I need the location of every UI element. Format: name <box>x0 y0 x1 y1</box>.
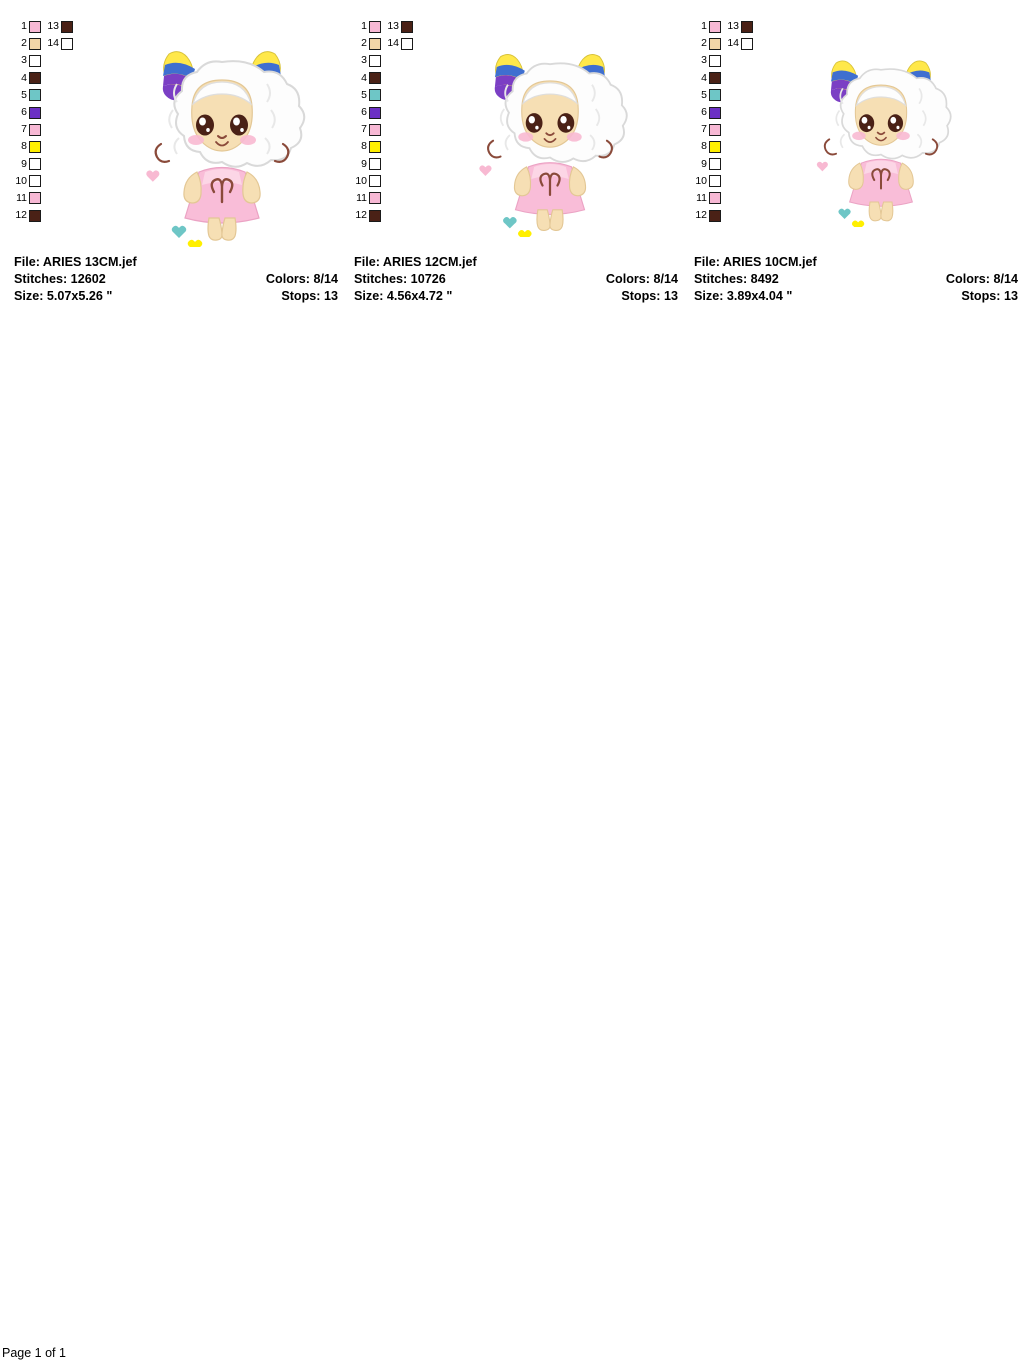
legend-swatch <box>369 107 381 119</box>
arm-left <box>514 167 530 196</box>
legend-number: 10 <box>15 174 27 187</box>
legend-swatch <box>401 21 413 33</box>
legend-row <box>12 156 90 173</box>
legend-swatch <box>29 192 41 204</box>
leg-left <box>869 202 881 221</box>
legend-swatch <box>29 124 41 136</box>
legend-swatch <box>369 72 381 84</box>
legend-number: 9 <box>21 157 27 170</box>
legend-second-column <box>384 35 413 52</box>
file-label: File: ARIES 12CM.jef <box>354 255 477 269</box>
colors-label: Colors: 8/14 <box>605 272 678 286</box>
curl-left <box>825 139 836 154</box>
legend-swatch <box>29 38 41 50</box>
legend-swatch <box>369 124 381 136</box>
legend-swatch <box>401 38 413 50</box>
legend-swatch <box>709 55 721 67</box>
embroidery-design-preview <box>117 32 327 247</box>
legend-number: 2 <box>701 37 707 50</box>
legend-swatch <box>29 55 41 67</box>
design-info-left <box>14 254 137 305</box>
legend-row <box>352 35 430 52</box>
legend-number: 5 <box>21 88 27 101</box>
legend-number: 12 <box>15 209 27 222</box>
legend-row <box>12 121 90 138</box>
legend-row <box>352 18 430 35</box>
color-legend <box>352 18 430 224</box>
legend-number: 14 <box>47 37 59 50</box>
design-info <box>692 254 1022 310</box>
legend-second-column <box>724 35 753 52</box>
legend-number: 10 <box>355 174 367 187</box>
legend-swatch <box>709 38 721 50</box>
stops-label: Stops: 13 <box>281 289 338 303</box>
legend-second-column <box>724 18 753 35</box>
legend-swatch <box>369 192 381 204</box>
legend-number: 3 <box>701 54 707 67</box>
legend-swatch <box>29 72 41 84</box>
legend-swatch <box>709 210 721 222</box>
legend-swatch <box>709 89 721 101</box>
legend-row <box>692 190 770 207</box>
legend-row <box>12 70 90 87</box>
legend-swatch <box>29 107 41 119</box>
legend-row <box>352 52 430 69</box>
legend-row <box>692 87 770 104</box>
legend-number: 4 <box>361 71 367 84</box>
size-label: Size: 4.56x4.72 " <box>354 289 453 303</box>
legend-number: 5 <box>701 88 707 101</box>
leg-left <box>208 218 222 240</box>
legend-number: 11 <box>356 191 367 204</box>
sheep-face <box>188 80 256 151</box>
arm-left <box>849 163 864 189</box>
design-info-right <box>266 271 338 305</box>
file-label: File: ARIES 10CM.jef <box>694 255 817 269</box>
legend-number: 13 <box>47 20 59 32</box>
legend-number: 6 <box>21 105 27 118</box>
colors-label: Colors: 8/14 <box>265 272 338 286</box>
legend-number: 7 <box>361 123 367 136</box>
arm-left <box>184 172 201 203</box>
legend-second-column <box>384 18 413 35</box>
legend-row <box>352 207 430 224</box>
legend-row <box>12 173 90 190</box>
size-label: Size: 3.89x4.04 " <box>694 289 793 303</box>
page-footer: Page 1 of 1 <box>2 1346 66 1360</box>
legend-swatch <box>709 175 721 187</box>
color-legend <box>692 18 770 224</box>
design-block <box>692 18 1022 310</box>
legend-row <box>692 138 770 155</box>
legend-number: 3 <box>361 54 367 67</box>
legend-row <box>692 207 770 224</box>
legend-number: 13 <box>387 20 399 32</box>
legend-swatch <box>709 107 721 119</box>
legend-number: 9 <box>701 157 707 170</box>
legend-number: 7 <box>21 123 27 136</box>
legend-row <box>12 18 90 35</box>
legend-row <box>352 190 430 207</box>
design-block <box>12 18 342 310</box>
sheep-face <box>852 85 910 145</box>
stops-label: Stops: 13 <box>961 289 1018 303</box>
legend-row <box>352 70 430 87</box>
legend-row <box>12 52 90 69</box>
legend-row <box>692 121 770 138</box>
embroidery-design-preview <box>792 44 970 227</box>
legend-swatch <box>29 158 41 170</box>
embroidery-design-preview <box>452 36 648 237</box>
design-block <box>352 18 682 310</box>
legend-number: 6 <box>701 105 707 118</box>
legend-row <box>692 173 770 190</box>
legend-number: 12 <box>355 209 367 222</box>
legend-row <box>12 190 90 207</box>
legend-swatch <box>29 89 41 101</box>
legend-row <box>12 104 90 121</box>
legend-number: 14 <box>727 37 739 50</box>
legend-number: 8 <box>21 140 27 153</box>
legend-number: 2 <box>21 37 27 50</box>
legend-number: 8 <box>701 140 707 153</box>
legend-row <box>352 173 430 190</box>
legend-row <box>352 156 430 173</box>
sheep-figure <box>479 54 626 237</box>
design-info-right <box>946 271 1018 305</box>
legend-number: 1 <box>21 20 27 32</box>
legend-number: 3 <box>21 54 27 67</box>
legend-number: 13 <box>727 20 739 32</box>
legend-row <box>692 18 770 35</box>
sheep-figure <box>817 61 951 227</box>
legend-row <box>692 104 770 121</box>
legend-swatch <box>61 21 73 33</box>
color-legend <box>12 18 90 224</box>
leg-right <box>222 218 236 240</box>
curl-left <box>488 141 500 158</box>
legend-row <box>692 156 770 173</box>
design-info-right <box>606 271 678 305</box>
legend-number: 11 <box>696 191 707 204</box>
design-info <box>352 254 682 310</box>
legend-swatch <box>369 141 381 153</box>
legend-row <box>12 207 90 224</box>
legend-number: 9 <box>361 157 367 170</box>
legend-swatch <box>709 141 721 153</box>
legend-swatch <box>61 38 73 50</box>
leg-right <box>881 202 893 221</box>
file-label: File: ARIES 13CM.jef <box>14 255 137 269</box>
legend-row <box>12 35 90 52</box>
legend-number: 11 <box>16 191 27 204</box>
stitches-label: Stitches: 10726 <box>354 272 446 286</box>
legend-second-column <box>44 18 73 35</box>
design-info-left <box>694 254 817 305</box>
legend-number: 10 <box>695 174 707 187</box>
legend-number: 14 <box>387 37 399 50</box>
arm-right <box>569 167 585 196</box>
legend-swatch <box>709 124 721 136</box>
legend-number: 1 <box>701 20 707 32</box>
legend-row <box>352 87 430 104</box>
legend-number: 8 <box>361 140 367 153</box>
legend-row <box>692 35 770 52</box>
legend-row <box>352 138 430 155</box>
legend-row <box>12 138 90 155</box>
leg-right <box>550 210 563 231</box>
legend-number: 12 <box>695 209 707 222</box>
legend-row <box>12 87 90 104</box>
legend-swatch <box>369 55 381 67</box>
stitches-label: Stitches: 12602 <box>14 272 106 286</box>
legend-number: 4 <box>21 71 27 84</box>
legend-swatch <box>369 38 381 50</box>
legend-row <box>352 121 430 138</box>
legend-swatch <box>369 158 381 170</box>
arm-right <box>899 163 914 189</box>
legend-swatch <box>29 210 41 222</box>
leg-left <box>537 210 550 231</box>
legend-row <box>692 70 770 87</box>
design-info-left <box>354 254 477 305</box>
design-artwork-area <box>12 18 342 250</box>
legend-swatch <box>741 38 753 50</box>
legend-swatch <box>709 72 721 84</box>
legend-number: 1 <box>361 20 367 32</box>
sheep-face <box>518 81 581 147</box>
legend-swatch <box>369 175 381 187</box>
legend-swatch <box>369 89 381 101</box>
legend-swatch <box>369 210 381 222</box>
legend-second-column <box>44 35 73 52</box>
curl-left <box>156 144 169 162</box>
legend-swatch <box>29 141 41 153</box>
legend-row <box>352 104 430 121</box>
legend-swatch <box>709 192 721 204</box>
legend-swatch <box>709 158 721 170</box>
size-label: Size: 5.07x5.26 " <box>14 289 113 303</box>
sheep-figure <box>146 52 304 247</box>
legend-number: 4 <box>701 71 707 84</box>
legend-number: 6 <box>361 105 367 118</box>
legend-swatch <box>29 175 41 187</box>
legend-swatch <box>709 21 721 33</box>
stitches-label: Stitches: 8492 <box>694 272 779 286</box>
legend-swatch <box>741 21 753 33</box>
colors-label: Colors: 8/14 <box>945 272 1018 286</box>
arm-right <box>243 172 260 203</box>
legend-number: 2 <box>361 37 367 50</box>
legend-swatch <box>29 21 41 33</box>
design-info <box>12 254 342 310</box>
legend-number: 7 <box>701 123 707 136</box>
stops-label: Stops: 13 <box>621 289 678 303</box>
legend-number: 5 <box>361 88 367 101</box>
design-artwork-area <box>692 18 1022 250</box>
legend-swatch <box>369 21 381 33</box>
design-artwork-area <box>352 18 682 250</box>
legend-row <box>692 52 770 69</box>
